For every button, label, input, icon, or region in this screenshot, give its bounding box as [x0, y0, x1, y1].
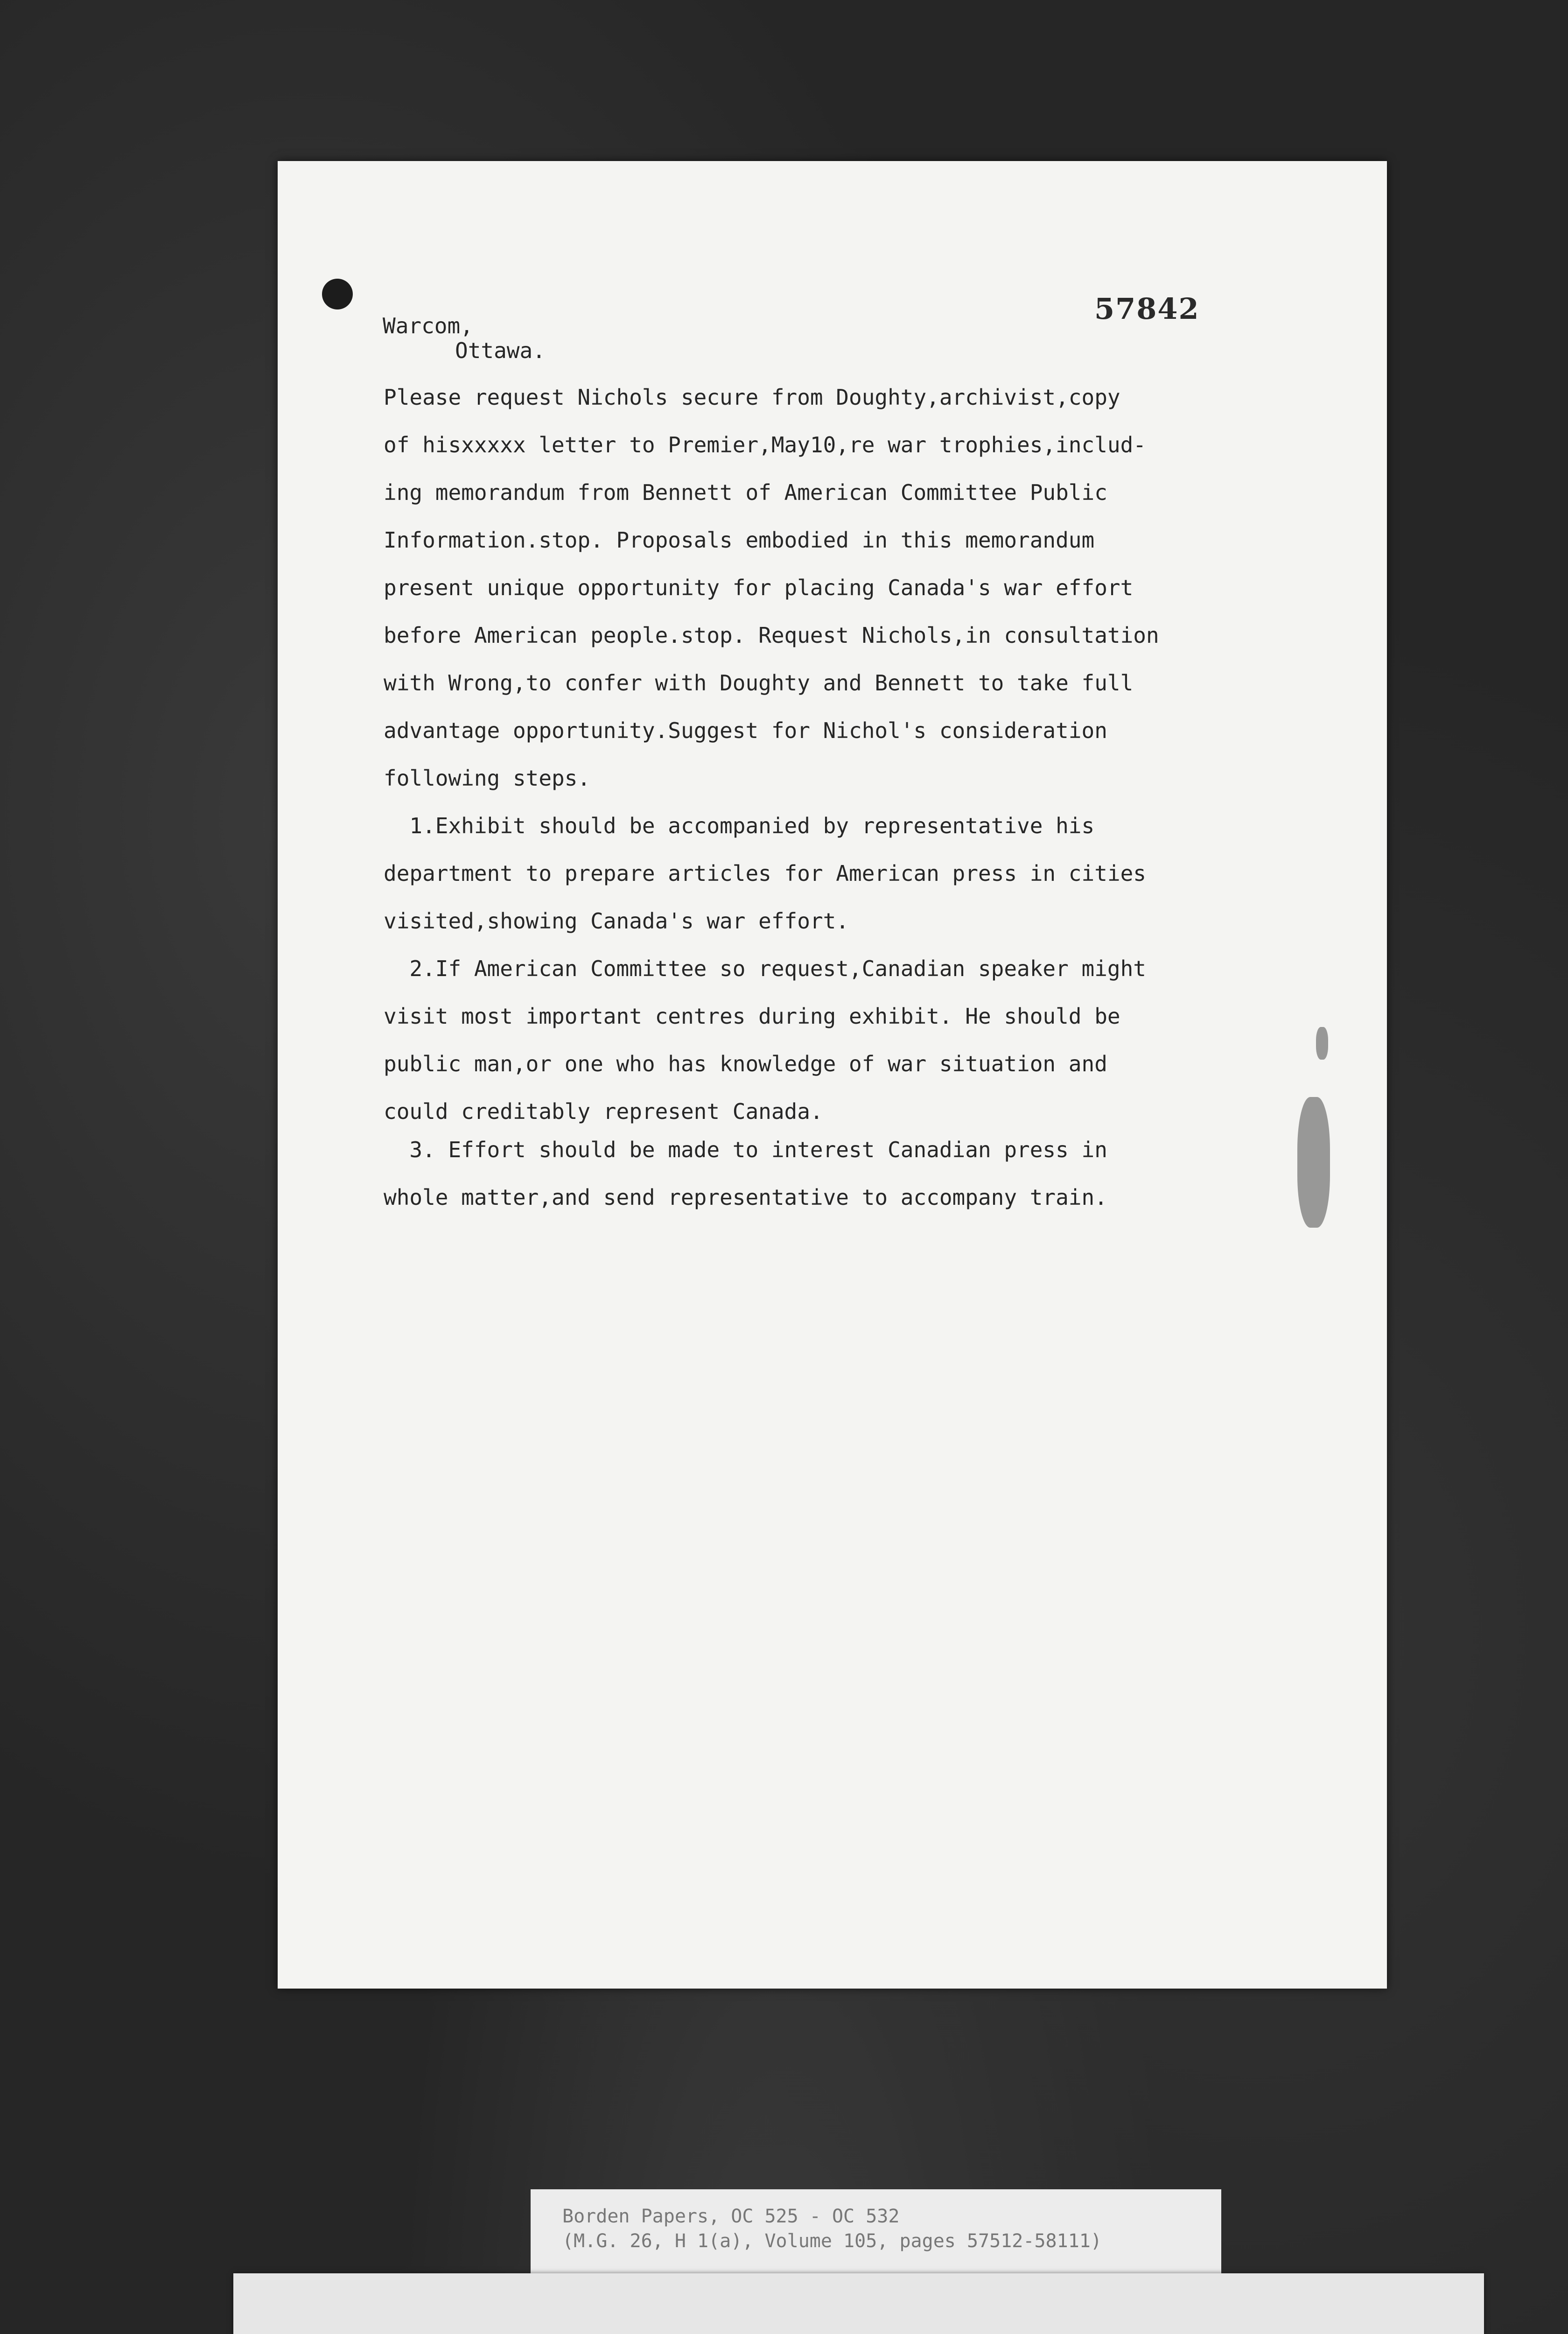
- letter-line: 2.If American Committee so request,Canadian speaker might: [384, 956, 1146, 981]
- label-line-reference: (M.G. 26, H 1(a), Volume 105, pages 57512-58111): [562, 2230, 1102, 2252]
- addressee: Warcom,: [383, 313, 473, 338]
- letter-line: with Wrong,to confer with Doughty and Bennett to take full: [384, 670, 1134, 696]
- letter-line: visit most important centres during exhibit. He should be: [384, 1004, 1120, 1029]
- letter-line: Please request Nichols secure from Doughty,archivist,copy: [384, 385, 1120, 410]
- letter-line: present unique opportunity for placing Canada's war effort: [384, 575, 1134, 600]
- letter-line: visited,showing Canada's war effort.: [384, 908, 849, 934]
- letter-line: advantage opportunity.Suggest for Nichol's consideration: [384, 718, 1107, 743]
- label-line-collection: Borden Papers, OC 525 - OC 532: [562, 2206, 900, 2227]
- letter-line: before American people.stop. Request Nichols,in consultation: [384, 623, 1159, 648]
- letter-line: department to prepare articles for American press in cities: [384, 861, 1146, 886]
- film-smudge: [1316, 1027, 1328, 1060]
- letter-line: Information.stop. Proposals embodied in this memorandum: [384, 527, 1095, 553]
- city: Ottawa.: [455, 338, 546, 363]
- document-number: 57842: [1094, 292, 1200, 326]
- letter-line: could creditably represent Canada.: [384, 1099, 823, 1124]
- film-smudge: [1297, 1097, 1330, 1228]
- archives-stamp: [233, 2273, 1484, 2334]
- letter-line: whole matter,and send representative to accompany train.: [384, 1185, 1107, 1210]
- letter-line: following steps.: [384, 766, 591, 791]
- letter-line: of hisxxxxx letter to Premier,May10,re war trophies,includ-: [384, 432, 1146, 457]
- letter-line: public man,or one who has knowledge of war situation and: [384, 1051, 1107, 1076]
- punch-hole: [322, 279, 353, 309]
- letter-line: 3. Effort should be made to interest Canadian press in: [384, 1137, 1107, 1162]
- letter-line: ing memorandum from Bennett of American Committee Public: [384, 480, 1107, 505]
- letter-line: 1.Exhibit should be accompanied by representative his: [384, 813, 1095, 838]
